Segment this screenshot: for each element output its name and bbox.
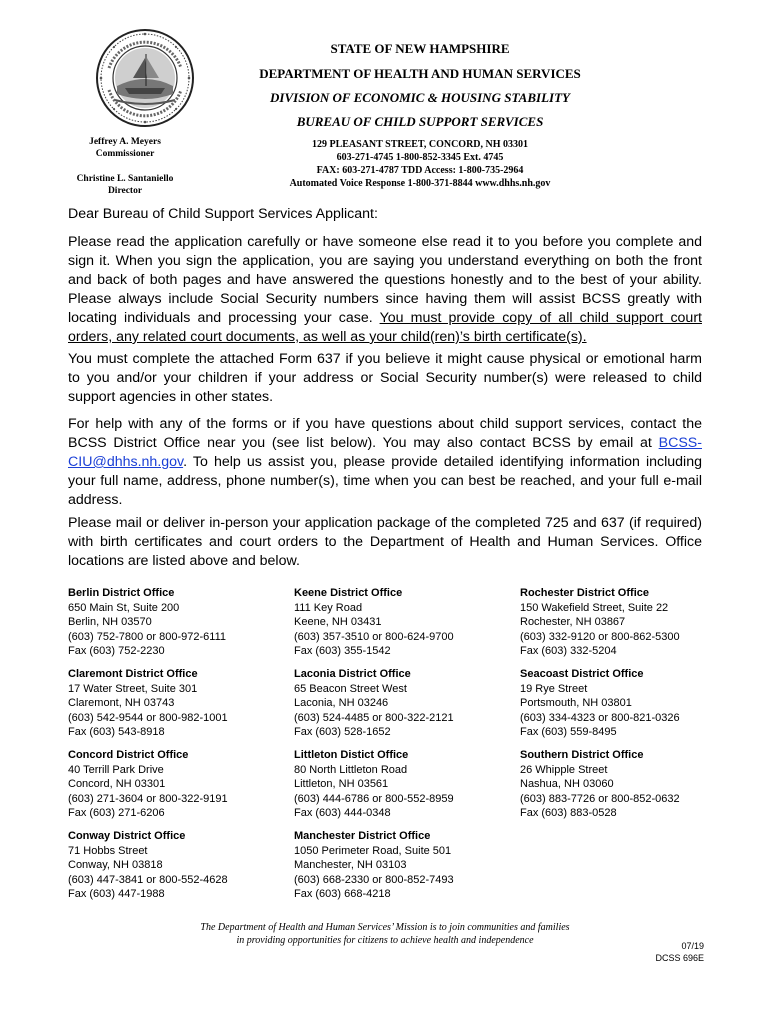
office-city: Conway, NH 03818: [68, 859, 163, 871]
office-city: Littleton, NH 03561: [294, 778, 389, 790]
office-phone: (603) 542-9544 or 800-982-1001: [68, 711, 228, 724]
office-southern: [520, 748, 740, 821]
office-street: 19 Rye Street: [520, 682, 588, 695]
office-phone: (603) 357-3510 or 800-624-9700: [294, 630, 454, 643]
office-name: Manchester District Office: [294, 830, 431, 842]
address-fax: FAX: 603-271-4787 TDD Access: 1-800-735-2964: [316, 165, 524, 176]
commissioner-title: Commissioner: [95, 149, 155, 159]
form-number: DCSS 696E: [655, 953, 704, 963]
office-fax: Fax (603) 447-1988: [68, 888, 165, 900]
office-city: Concord, NH 03301: [68, 778, 166, 790]
office-fax: Fax (603) 332-5204: [520, 645, 617, 657]
paragraph-mail: Please mail or deliver in-person your application package of the completed 725 and 637 (if required) with birth certificates and court orders to the Department of Health and Human Services. Office locations are listed above and below.: [68, 515, 702, 569]
office-name: Concord District Office: [68, 749, 189, 761]
office-fax: Fax (603) 271-6206: [68, 807, 165, 819]
office-street: 80 North Littleton Road: [294, 763, 408, 776]
office-phone: (603) 668-2330 or 800-852-7493: [294, 873, 454, 886]
form-date: 07/19: [681, 941, 704, 951]
form-identifier: [655, 940, 704, 964]
paragraph-help: [68, 415, 702, 510]
mission-statement: [150, 921, 620, 947]
header-division: DIVISION OF ECONOMIC & HOUSING STABILITY: [270, 90, 570, 105]
address-phones: 603-271-4745 1-800-852-3345 Ext. 4745: [336, 152, 504, 163]
office-berlin: [68, 586, 288, 659]
mission-line-1: The Department of Health and Human Services’ Mission is to join communities and families: [200, 922, 570, 933]
office-fax: Fax (603) 668-4218: [294, 888, 391, 900]
office-street: 650 Main St, Suite 200: [68, 601, 180, 614]
office-fax: Fax (603) 883-0528: [520, 807, 617, 819]
paragraph-help-after: . To help us assist you, please provide detailed identifying information including your full name, address, phone number(s), time when you can best be reached, and your full e-mail address.: [68, 454, 702, 508]
office-street: 71 Hobbs Street: [68, 844, 148, 857]
office-fax: Fax (603) 528-1652: [294, 726, 391, 738]
office-laconia: [294, 667, 514, 740]
office-manchester: [294, 829, 514, 902]
director-name: Christine L. Santaniello: [76, 174, 174, 184]
office-name: Conway District Office: [68, 830, 186, 842]
office-rochester: [520, 586, 740, 659]
office-name: Rochester District Office: [520, 587, 649, 599]
office-fax: Fax (603) 444-0348: [294, 807, 391, 819]
office-city: Claremont, NH 03743: [68, 697, 175, 709]
mission-line-2: in providing opportunities for citizens to achieve health and independence: [236, 935, 534, 946]
office-city: Keene, NH 03431: [294, 616, 382, 628]
paragraph-help-before: For help with any of the forms or if you have questions about child support services, contact the BCSS District Office near you (see list below). You may also contact BCSS by email at: [68, 416, 702, 451]
address-voice-web: Automated Voice Response 1-800-371-8844 www.dhhs.nh.gov: [289, 178, 551, 189]
header-state: STATE OF NEW HAMPSHIRE: [330, 41, 510, 56]
office-name: Laconia District Office: [294, 668, 411, 680]
address-block: [240, 138, 600, 190]
bcss-email-link[interactable]: BCSS-CIU@dhhs.nh.gov: [68, 435, 702, 470]
header-bureau: BUREAU OF CHILD SUPPORT SERVICES: [296, 114, 544, 129]
office-seacoast: [520, 667, 740, 740]
office-fax: Fax (603) 559-8495: [520, 726, 617, 738]
office-phone: (603) 332-9120 or 800-862-5300: [520, 630, 680, 643]
header-department: DEPARTMENT OF HEALTH AND HUMAN SERVICES: [259, 66, 581, 81]
office-phone: (603) 447-3841 or 800-552-4628: [68, 873, 228, 886]
paragraph-instructions-text: Please read the application carefully or have someone else read it to you before you complete and sign it. When you sign the application, you are saying you understand everything on both the front and back of both pages and have answered the questions honestly and to the best of your ability. Please always include Social Security numbers since having them will assist BCSS greatly with locating individuals and processing your case.: [68, 234, 702, 326]
office-name: Seacoast District Office: [520, 668, 644, 680]
office-city: Portsmouth, NH 03801: [520, 697, 632, 709]
office-name: Keene District Office: [294, 587, 403, 599]
office-city: Berlin, NH 03570: [68, 616, 152, 628]
office-city: Manchester, NH 03103: [294, 859, 407, 871]
office-concord: [68, 748, 288, 821]
office-fax: Fax (603) 543-8918: [68, 726, 165, 738]
office-name: Southern District Office: [520, 749, 644, 761]
office-name: Claremont District Office: [68, 668, 198, 680]
office-street: 17 Water Street, Suite 301: [68, 682, 198, 695]
office-street: 26 Whipple Street: [520, 763, 608, 776]
director-title: Director: [107, 186, 143, 196]
officials-block: [60, 136, 190, 197]
office-phone: (603) 271-3604 or 800-322-9191: [68, 792, 228, 805]
office-fax: Fax (603) 752-2230: [68, 645, 165, 657]
office-street: 65 Beacon Street West: [294, 682, 407, 695]
office-littleton: [294, 748, 514, 821]
office-fax: Fax (603) 355-1542: [294, 645, 391, 657]
office-claremont: [68, 667, 288, 740]
office-phone: (603) 883-7726 or 800-852-0632: [520, 792, 680, 805]
office-city: Nashua, NH 03060: [520, 778, 614, 790]
office-name: Berlin District Office: [68, 587, 175, 599]
office-street: 150 Wakefield Street, Suite 22: [520, 601, 669, 614]
commissioner-name: Jeffrey A. Meyers: [89, 137, 161, 147]
office-phone: (603) 524-4485 or 800-322-2121: [294, 711, 454, 724]
paragraph-instructions: [68, 233, 702, 347]
office-street: 40 Terrill Park Drive: [68, 763, 164, 776]
office-street: 1050 Perimeter Road, Suite 501: [294, 844, 452, 857]
office-phone: (603) 334-4323 or 800-821-0326: [520, 711, 680, 724]
state-seal-icon: [95, 28, 195, 128]
office-city: Rochester, NH 03867: [520, 616, 626, 628]
office-phone: (603) 752-7800 or 800-972-6111: [68, 630, 226, 643]
required-documents-notice: You must provide copy of all child support court orders, any related court documents, as well as your child(ren)’s birth certificate(s).: [68, 310, 702, 345]
office-conway: [68, 829, 288, 902]
address-street: 129 PLEASANT STREET, CONCORD, NH 03301: [311, 139, 529, 150]
paragraph-form-637: You must complete the attached Form 637 if you believe it might cause physical or emotional harm to you and/or your children if your address or Social Security number(s) were released to child support agencies in other states.: [68, 351, 702, 405]
office-city: Laconia, NH 03246: [294, 697, 389, 709]
office-keene: [294, 586, 514, 659]
office-name: Littleton Distict Office: [294, 749, 409, 761]
office-phone: (603) 444-6786 or 800-552-8959: [294, 792, 454, 805]
office-street: 111 Key Road: [294, 601, 363, 614]
greeting: Dear Bureau of Child Support Services Applicant:: [68, 206, 378, 222]
